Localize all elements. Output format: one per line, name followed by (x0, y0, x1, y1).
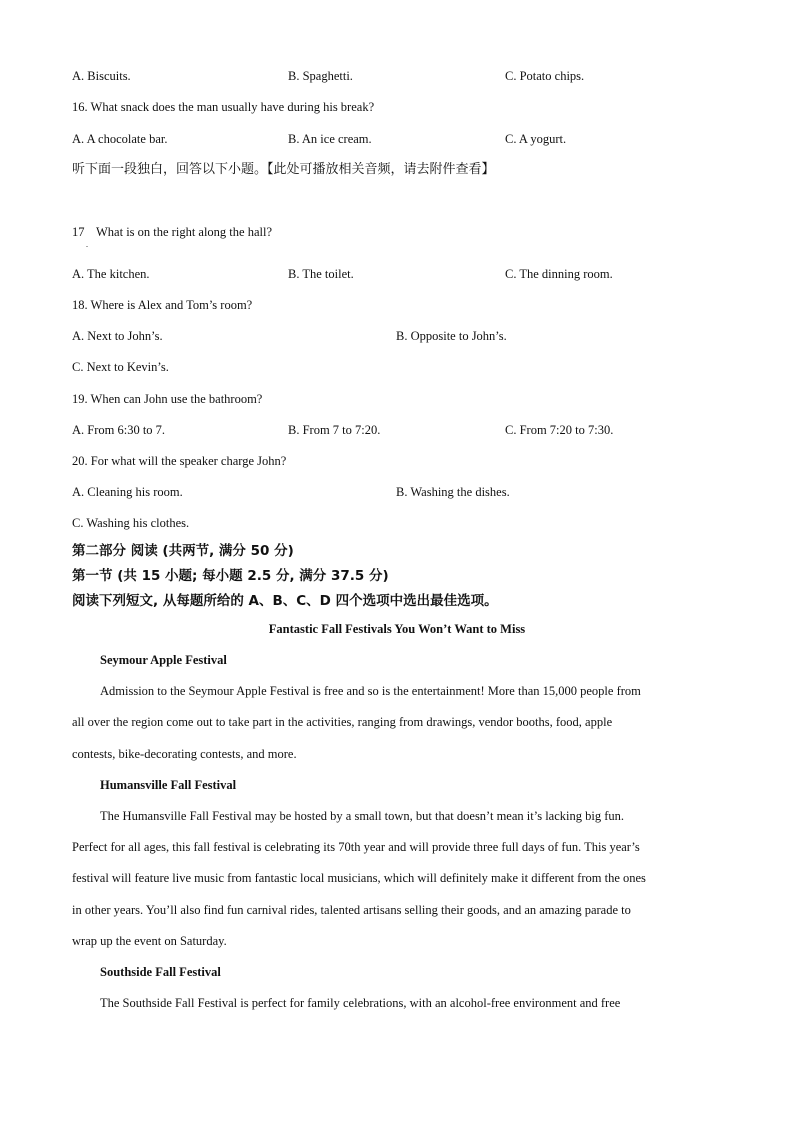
festival3-heading: Southside Fall Festival (100, 965, 221, 979)
part-heading: 第二部分 阅读 (共两节, 满分 50 分) (72, 543, 294, 559)
q16-option-b: B. An ice cream. (288, 132, 372, 146)
festival2-heading: Humansville Fall Festival (100, 778, 237, 792)
festival2-line: wrap up the event on Saturday. (72, 934, 227, 948)
q19-question: 19. When can John use the bathroom? (72, 392, 263, 406)
q17-number: 17 (72, 225, 85, 239)
festival2-line: in other years. You’ll also find fun carnival rides, talented artisans selling their goods, and an amazing parade to (72, 903, 631, 917)
festival2-line: The Humansville Fall Festival may be hosted by a small town, but that doesn’t mean it’s lacking big fun. (100, 809, 624, 823)
q15-option-c: C. Potato chips. (505, 69, 585, 83)
monologue-instruction: 听下面一段独白，回答以下小题。【此处可播放相关音频，请去附件查看】 (72, 162, 495, 177)
festival1-line: Admission to the Seymour Apple Festival is free and so is the entertainment! More than 15,000 people from (100, 684, 641, 698)
q16-option-a: A. A chocolate bar. (72, 132, 168, 146)
q15-option-b: B. Spaghetti. (288, 69, 353, 83)
q18-question: 18. Where is Alex and Tom’s room? (72, 298, 253, 312)
reading-instruction: 阅读下列短文, 从每题所给的 A、B、C、D 四个选项中选出最佳选项。 (72, 593, 498, 609)
q18-option-c: C. Next to Kevin’s. (72, 360, 169, 374)
q17-question: What is on the right along the hall? (96, 225, 272, 239)
q16-question: 16. What snack does the man usually have during his break? (72, 100, 375, 114)
festival2-line: Perfect for all ages, this fall festival is celebrating its 70th year and will provide three full days of fun. This year’s (72, 840, 640, 854)
q19-option-c: C. From 7:20 to 7:30. (505, 423, 614, 437)
q18-option-b: B. Opposite to John’s. (396, 329, 507, 343)
passage-title: Fantastic Fall Festivals You Won’t Want to Miss (268, 622, 526, 636)
q20-question: 20. For what will the speaker charge John? (72, 454, 287, 468)
festival1-line: all over the region come out to take part in the activities, ranging from drawings, vendor booths, food, apple (72, 715, 613, 729)
q20-option-a: A. Cleaning his room. (72, 485, 183, 499)
festival1-heading: Seymour Apple Festival (100, 653, 227, 667)
q17-option-a: A. The kitchen. (72, 267, 150, 281)
festival1-line: contests, bike-decorating contests, and more. (72, 747, 297, 761)
q19-option-b: B. From 7 to 7:20. (288, 423, 381, 437)
q19-option-a: A. From 6:30 to 7. (72, 423, 166, 437)
festival3-line: The Southside Fall Festival is perfect for family celebrations, with an alcohol-free environment and free (100, 996, 621, 1010)
q15-option-a: A. Biscuits. (72, 69, 131, 83)
q20-option-c: C. Washing his clothes. (72, 516, 190, 530)
section-heading: 第一节 (共 15 小题; 每小题 2.5 分, 满分 37.5 分) (72, 568, 389, 584)
q17-dot: . (86, 240, 88, 249)
q16-option-c: C. A yogurt. (505, 132, 567, 146)
q20-option-b: B. Washing the dishes. (396, 485, 510, 499)
q17-option-c: C. The dinning room. (505, 267, 613, 281)
q17-option-b: B. The toilet. (288, 267, 354, 281)
q18-option-a: A. Next to John’s. (72, 329, 163, 343)
festival2-line: festival will feature live music from fantastic local musicians, which will definitely make it different from the ones (72, 871, 646, 885)
